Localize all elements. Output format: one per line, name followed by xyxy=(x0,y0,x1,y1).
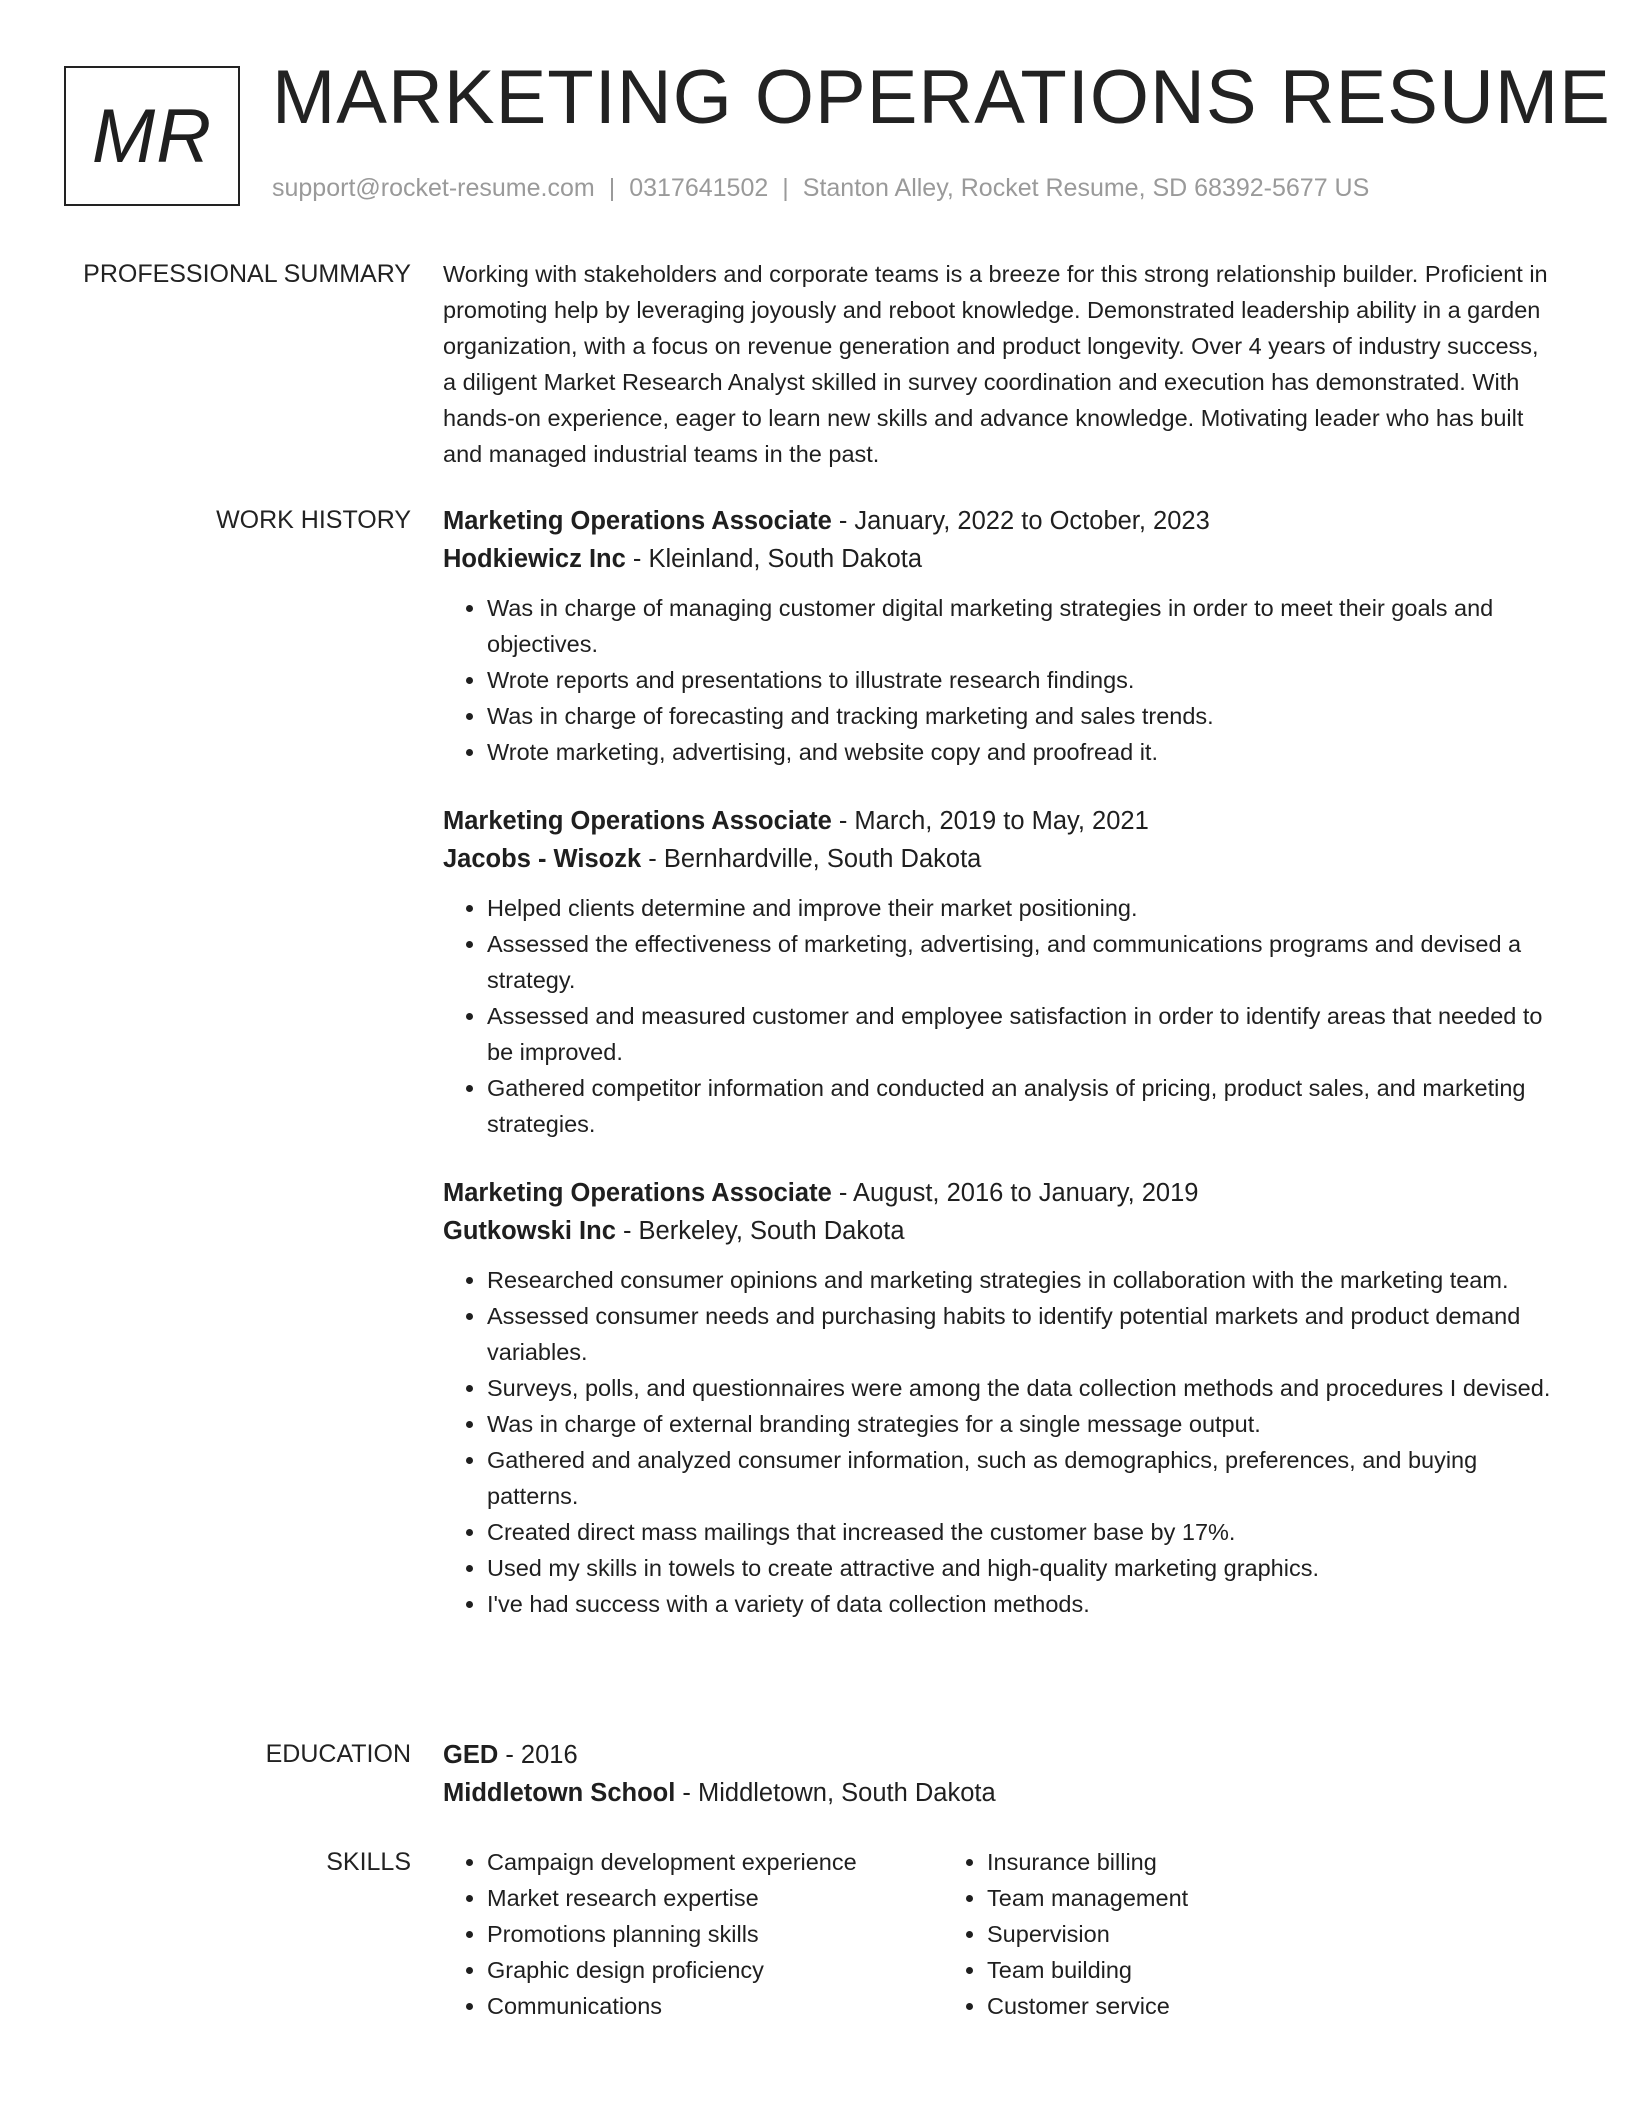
job-bullet: • Gathered competitor information and conducted an analysis of pricing, product sales, and marketing strategies. xyxy=(487,1070,1553,1142)
work-history-body xyxy=(443,502,1553,1654)
job-location: - Bernhardville, South Dakota xyxy=(641,845,982,873)
section-label-summary: PROFESSIONAL SUMMARY xyxy=(83,260,411,288)
contact-separator: | xyxy=(782,174,789,202)
education-school: Middletown School xyxy=(443,1779,676,1807)
skill-item: • Customer service xyxy=(987,1988,1443,2024)
job-bullet: • Was in charge of managing customer digital marketing strategies in order to meet their goals and objectives. xyxy=(487,590,1553,662)
skill-item: • Team management xyxy=(987,1880,1443,1916)
job-company-line xyxy=(443,540,1553,578)
job-company-line xyxy=(443,1212,1553,1250)
monogram-initials: MR xyxy=(91,93,213,179)
job-dates: - August, 2016 to January, 2019 xyxy=(831,1179,1199,1207)
education-location: - Middletown, South Dakota xyxy=(675,1779,996,1807)
education-body xyxy=(443,1736,1553,1812)
skill-item: • Team building xyxy=(987,1952,1443,1988)
job-bullet: • Created direct mass mailings that increased the customer base by 17%. xyxy=(487,1514,1553,1550)
job-bullet: • Was in charge of forecasting and tracking marketing and sales trends. xyxy=(487,698,1553,734)
job-location: - Berkeley, South Dakota xyxy=(615,1217,905,1245)
contact-address: Stanton Alley, Rocket Resume, SD 68392-5677 US xyxy=(802,174,1370,202)
skills-columns xyxy=(443,1844,1553,2024)
job-title-line xyxy=(443,1174,1553,1212)
job-bullet: • Gathered and analyzed consumer information, such as demographics, preferences, and buying patterns. xyxy=(487,1442,1553,1514)
job-bullet: • Wrote marketing, advertising, and website copy and proofread it. xyxy=(487,734,1553,770)
resume-title: MARKETING OPERATIONS RESUME xyxy=(272,55,1611,140)
skill-item: • Communications xyxy=(487,1988,943,2024)
job-entry xyxy=(443,502,1553,770)
skill-item: • Graphic design proficiency xyxy=(487,1952,943,1988)
job-dates: - January, 2022 to October, 2023 xyxy=(831,507,1210,535)
contact-phone: 0317641502 xyxy=(629,174,769,202)
skill-item: • Market research expertise xyxy=(487,1880,943,1916)
monogram-box xyxy=(64,66,240,206)
summary-body xyxy=(443,256,1553,472)
job-entry xyxy=(443,802,1553,1142)
job-title-line xyxy=(443,502,1553,540)
job-bullet: • Assessed the effectiveness of marketing, advertising, and communications programs and devised a strategy. xyxy=(487,926,1553,998)
skills-list-right xyxy=(943,1844,1443,2024)
skill-item: • Supervision xyxy=(987,1916,1443,1952)
skills-list-left xyxy=(443,1844,943,2024)
job-title-line xyxy=(443,802,1553,840)
section-label-work-history: WORK HISTORY xyxy=(216,506,411,534)
job-bullet: • Assessed and measured customer and employee satisfaction in order to identify areas that needed to be improved. xyxy=(487,998,1553,1070)
job-bullet: • Wrote reports and presentations to illustrate research findings. xyxy=(487,662,1553,698)
job-company-line xyxy=(443,840,1553,878)
education-year: - 2016 xyxy=(498,1741,578,1769)
job-title: Marketing Operations Associate xyxy=(443,507,832,535)
skill-item: • Insurance billing xyxy=(987,1844,1443,1880)
job-bullet: • Used my skills in towels to create attractive and high-quality marketing graphics. xyxy=(487,1550,1553,1586)
job-bullet: • Surveys, polls, and questionnaires were among the data collection methods and procedures I devised. xyxy=(487,1370,1553,1406)
job-title: Marketing Operations Associate xyxy=(443,807,832,835)
skill-item: • Campaign development experience xyxy=(487,1844,943,1880)
job-bullets xyxy=(443,890,1553,1142)
skill-item: • Promotions planning skills xyxy=(487,1916,943,1952)
job-company: Gutkowski Inc xyxy=(443,1217,616,1245)
section-label-skills: SKILLS xyxy=(326,1848,411,1876)
job-bullet: • Was in charge of external branding strategies for a single message output. xyxy=(487,1406,1553,1442)
contact-separator: | xyxy=(608,174,616,202)
summary-text: Working with stakeholders and corporate teams is a breeze for this strong relationship builder. Proficient in promoting help by leveraging joyously and reboot knowledge. Demonstrated leadership ability in a garden organization, with a focus on revenue generation and product longevity. Over 4 years of industry success, a diligent Market Research Analyst skilled in survey coordination and execution has demonstrated. With hands-on experience, eager to learn new skills and advance knowledge. Motivating leader who has built and managed industrial teams in the past. xyxy=(443,261,1548,467)
job-entry xyxy=(443,1174,1553,1622)
job-bullet: • Assessed consumer needs and purchasing habits to identify potential markets and product demand variables. xyxy=(487,1298,1553,1370)
job-company: Jacobs - Wisozk xyxy=(443,845,642,873)
skills-body xyxy=(443,1844,1553,2024)
contact-line xyxy=(272,174,1369,203)
contact-email: support@rocket-resume.com xyxy=(272,174,595,202)
education-school-line xyxy=(443,1774,1553,1812)
job-dates: - March, 2019 to May, 2021 xyxy=(831,807,1149,835)
job-bullet: • Helped clients determine and improve their market positioning. xyxy=(487,890,1553,926)
job-bullets xyxy=(443,590,1553,770)
job-title: Marketing Operations Associate xyxy=(443,1179,832,1207)
job-location: - Kleinland, South Dakota xyxy=(625,545,923,573)
job-company: Hodkiewicz Inc xyxy=(443,545,626,573)
job-bullet: • I've had success with a variety of data collection methods. xyxy=(487,1586,1553,1622)
education-degree-line xyxy=(443,1736,1553,1774)
job-bullets xyxy=(443,1262,1553,1622)
section-label-education: EDUCATION xyxy=(265,1740,411,1768)
job-bullet: • Researched consumer opinions and marketing strategies in collaboration with the marketing team. xyxy=(487,1262,1553,1298)
education-degree: GED xyxy=(443,1741,499,1769)
